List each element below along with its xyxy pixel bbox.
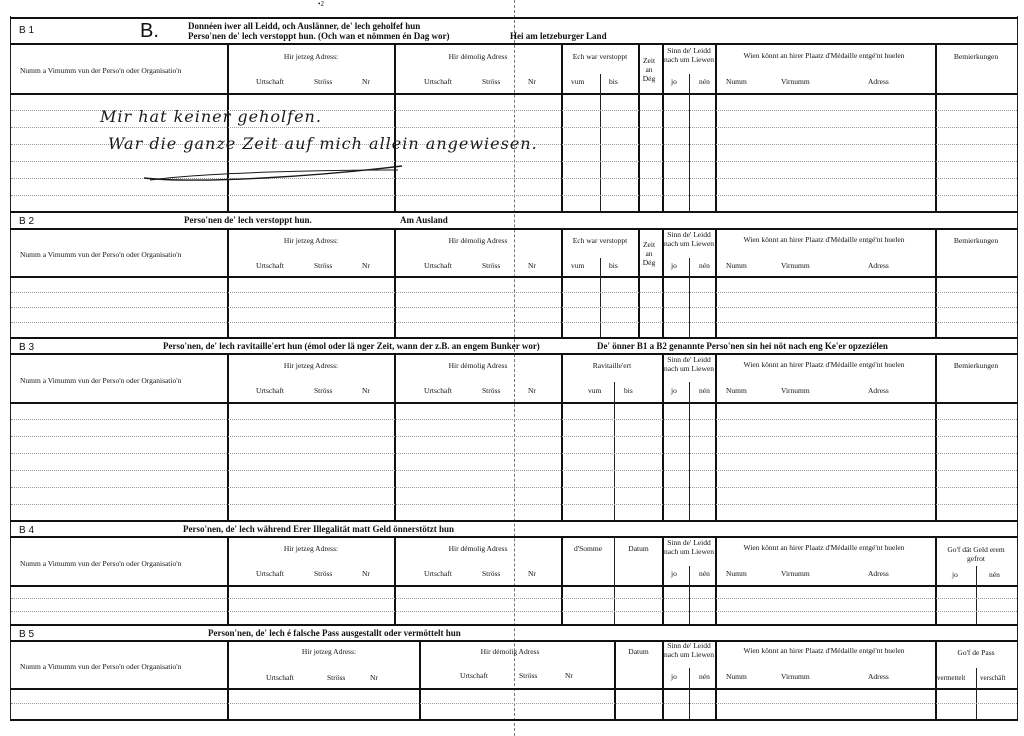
b1-col-alive: Sinn de' Leidd nach um Liewen bbox=[664, 46, 714, 64]
b1-bottom-rule bbox=[10, 211, 1018, 213]
b2-rule-dotted bbox=[11, 292, 1017, 293]
b3-header-rule bbox=[10, 353, 1018, 355]
b1-col-number: Nr bbox=[362, 77, 370, 86]
b3-vline bbox=[227, 354, 229, 520]
b3-rule-dotted bbox=[11, 487, 1017, 488]
b1-handwritten-flourish bbox=[140, 160, 410, 186]
b3-col-street: Ströss bbox=[314, 386, 333, 395]
b4-col-medal-address: Adress bbox=[868, 569, 889, 578]
b1-body-rule bbox=[10, 93, 1018, 95]
b1-col-medal-name: Numm bbox=[726, 77, 747, 86]
b3-col-street2: Ströss bbox=[482, 386, 501, 395]
b1-title-line1: Donnéen iwer all Leidd, och Auslänner, de' lech geholfef hun bbox=[188, 21, 421, 31]
b3-vline bbox=[394, 354, 396, 520]
b3-col-no: nén bbox=[699, 386, 710, 395]
form-right-border bbox=[1017, 16, 1018, 720]
b3-bottom-rule bbox=[10, 520, 1018, 522]
b2-col-number: Nr bbox=[362, 261, 370, 270]
b1-col-place: Urtschaft bbox=[256, 77, 284, 86]
form-left-border bbox=[10, 16, 11, 720]
b1-col-medal-address: Adress bbox=[868, 77, 889, 86]
form-letter: B. bbox=[140, 20, 159, 42]
b3-col-number2: Nr bbox=[528, 386, 536, 395]
b2-vline bbox=[715, 229, 717, 337]
b2-vline bbox=[394, 229, 396, 337]
b1-handwritten-line1: Mir hat keiner geholfen. bbox=[100, 107, 322, 126]
b4-header-rule bbox=[10, 536, 1018, 538]
b4-code: B 4 bbox=[19, 525, 35, 536]
b4-col-returned-yes: jo bbox=[952, 570, 958, 579]
b5-col-pass: Go'f de Pass bbox=[957, 648, 995, 657]
b2-col-medal-name: Numm bbox=[726, 261, 747, 270]
b2-col-place2: Urtschaft bbox=[424, 261, 452, 270]
b3-col-alive: Sinn de' Leidd nach um Liewen bbox=[664, 355, 714, 373]
b5-col-medal-name: Numm bbox=[726, 672, 747, 681]
b5-vline bbox=[976, 668, 977, 719]
b2-bottom-rule bbox=[10, 337, 1018, 339]
b3-vline bbox=[561, 354, 563, 520]
b3-rule-dotted bbox=[11, 419, 1017, 420]
b2-vline bbox=[600, 258, 601, 337]
b2-col-no: nén bbox=[699, 261, 710, 270]
b3-col-yes: jo bbox=[671, 386, 677, 395]
b2-vline bbox=[935, 229, 937, 337]
b2-header-rule bbox=[10, 228, 1018, 230]
b2-col-yes: jo bbox=[671, 261, 677, 270]
b3-col-medal-name: Numm bbox=[726, 386, 747, 395]
b2-col-street: Ströss bbox=[314, 261, 333, 270]
b5-col-procured: verschäft bbox=[980, 674, 1006, 682]
b3-rule-dotted bbox=[11, 436, 1017, 437]
b5-col-yes: jo bbox=[671, 672, 677, 681]
b3-vline bbox=[715, 354, 717, 520]
b2-col-current-address: Hir jetzeg Adress: bbox=[283, 236, 339, 245]
b1-col-name: Numm a Vimumm vun der Perso'n oder Organisatio'n bbox=[20, 66, 182, 75]
b5-vline bbox=[715, 641, 717, 719]
b4-rule-dotted bbox=[11, 598, 1017, 599]
b1-rule-dotted bbox=[11, 127, 1017, 128]
b3-vline bbox=[935, 354, 937, 520]
b5-body-rule bbox=[10, 688, 1018, 690]
b3-vline bbox=[689, 382, 690, 520]
b2-code: B 2 bbox=[19, 216, 35, 227]
b5-col-former-address: Hir démolig Adress bbox=[480, 647, 540, 656]
b4-title: Perso'nen, de' lech während Erer Illegalität matt Geld önnerstötzt hun bbox=[183, 524, 454, 534]
b5-bottom-rule bbox=[10, 719, 1018, 721]
b1-vline bbox=[600, 74, 601, 211]
b1-col-medal: Wien könnt an hirer Plaatz d'Médaille entgé'nt huelen bbox=[743, 51, 905, 60]
b1-rule-dotted bbox=[11, 195, 1017, 196]
b1-col-days: Zeit an Dég bbox=[642, 56, 656, 83]
b4-col-returned: Go'f dät Geld erem gefrot bbox=[947, 545, 1005, 563]
b4-col-former-address: Hir démolig Adress bbox=[448, 544, 508, 553]
top-mark: •2 bbox=[318, 0, 324, 8]
b2-col-street2: Ströss bbox=[482, 261, 501, 270]
b1-col-to: bis bbox=[609, 77, 618, 86]
b2-col-days: Zeit an Dég bbox=[642, 240, 656, 267]
b2-col-medal-address: Adress bbox=[868, 261, 889, 270]
b5-rule-dotted bbox=[11, 703, 1017, 704]
b2-col-hidden: Ech war verstoppt bbox=[572, 236, 628, 245]
b1-col-medal-firstname: Virnumm bbox=[781, 77, 810, 86]
b4-col-street2: Ströss bbox=[482, 569, 501, 578]
b1-col-hidden: Ech war verstoppt bbox=[572, 52, 628, 61]
b5-col-place2: Urtschaft bbox=[460, 671, 488, 680]
b5-header-rule bbox=[10, 640, 1018, 642]
b3-col-place: Urtschaft bbox=[256, 386, 284, 395]
b2-col-former-address: Hir démolig Adress bbox=[448, 236, 508, 245]
b2-vline bbox=[227, 229, 229, 337]
b5-col-name: Numm a Vimumm vun der Perso'n oder Organisatio'n bbox=[20, 662, 182, 671]
b2-col-to: bis bbox=[609, 261, 618, 270]
b5-col-number: Nr bbox=[370, 673, 378, 682]
b1-col-street: Ströss bbox=[314, 77, 333, 86]
b2-rule-dotted bbox=[11, 322, 1017, 323]
b5-col-medal-address: Adress bbox=[868, 672, 889, 681]
b4-col-date: Datum bbox=[628, 544, 649, 553]
b2-vline bbox=[689, 258, 690, 337]
b3-rule-dotted bbox=[11, 453, 1017, 454]
b4-col-returned-no: nén bbox=[989, 570, 1000, 579]
b5-col-current-address: Hir jetzeg Adress: bbox=[301, 647, 357, 656]
b5-code: B 5 bbox=[19, 629, 35, 640]
b3-col-place2: Urtschaft bbox=[424, 386, 452, 395]
b5-col-alive: Sinn de' Leidd nach um Liewen bbox=[664, 641, 714, 659]
b1-col-street2: Ströss bbox=[482, 77, 501, 86]
b4-col-yes: jo bbox=[671, 569, 677, 578]
b4-col-medal-firstname: Virnumm bbox=[781, 569, 810, 578]
b4-col-medal: Wien könnt an hirer Plaatz d'Médaille entgé'nt huelen bbox=[743, 543, 905, 552]
b4-col-name: Numm a Vimumm vun der Perso'n oder Organisatio'n bbox=[20, 559, 182, 568]
b5-vline bbox=[935, 641, 937, 719]
b1-header-rule bbox=[10, 43, 1018, 45]
b2-vline bbox=[561, 229, 563, 337]
b4-bottom-rule bbox=[10, 624, 1018, 626]
b4-col-street: Ströss bbox=[314, 569, 333, 578]
b5-col-street2: Ströss bbox=[519, 671, 538, 680]
b5-col-issued: vermettelt bbox=[937, 674, 966, 682]
b1-title-location: Hei am letzeburger Land bbox=[510, 31, 607, 41]
b4-col-sum: d'Somme bbox=[573, 544, 603, 553]
b2-col-medal: Wien könnt an hirer Plaatz d'Médaille entgé'nt huelen bbox=[743, 235, 905, 244]
b3-rule-dotted bbox=[11, 504, 1017, 505]
b2-title: Perso'nen de' lech verstoppt hun. bbox=[184, 215, 312, 225]
b3-col-medal-firstname: Virnumm bbox=[781, 386, 810, 395]
b2-vline bbox=[638, 229, 640, 337]
b5-title: Person'nen, de' lech é falsche Pass ausgestallt oder vermöttelt hun bbox=[208, 628, 461, 638]
b3-vline bbox=[614, 382, 615, 520]
b1-col-current-address: Hir jetzeg Adress: bbox=[283, 52, 339, 61]
b2-rule-dotted bbox=[11, 307, 1017, 308]
b3-code: B 3 bbox=[19, 342, 35, 353]
b3-title: Perso'nen, de' lech ravitaille'ert hun (émol oder lä nger Zeit, wann der z.B. an engem Bunker wor) bbox=[163, 341, 540, 351]
b1-col-yes: jo bbox=[671, 77, 677, 86]
b1-vline bbox=[689, 74, 690, 211]
b3-note: De' önner B1 a B2 genannte Perso'nen sin hei nöt nach eng Ke'er opzeziélen bbox=[597, 341, 888, 351]
b1-col-no: nén bbox=[699, 77, 710, 86]
b5-vline bbox=[689, 668, 690, 719]
b4-col-no: nén bbox=[699, 569, 710, 578]
b4-body-rule bbox=[10, 585, 1018, 587]
b4-col-number: Nr bbox=[362, 569, 370, 578]
b2-col-number2: Nr bbox=[528, 261, 536, 270]
b5-vline bbox=[227, 641, 229, 719]
b2-title-location: Am Ausland bbox=[400, 215, 448, 225]
b2-col-remarks: Bemierkungen bbox=[953, 236, 999, 245]
b2-col-alive: Sinn de' Leidd nach um Liewen bbox=[664, 230, 714, 248]
b3-col-from: vum bbox=[588, 386, 602, 395]
b3-vline bbox=[662, 354, 664, 520]
b5-col-no: nén bbox=[699, 672, 710, 681]
b5-col-number2: Nr bbox=[565, 671, 573, 680]
b4-col-medal-name: Numm bbox=[726, 569, 747, 578]
b4-col-number2: Nr bbox=[528, 569, 536, 578]
b3-col-name: Numm a Vimumm vun der Perso'n oder Organisatio'n bbox=[20, 376, 182, 385]
b1-col-number2: Nr bbox=[528, 77, 536, 86]
b1-title-line2: Perso'nen de' lech verstoppt hun. (Och wan et nömmen én Dag wor) bbox=[188, 31, 450, 41]
b1-col-place2: Urtschaft bbox=[424, 77, 452, 86]
b3-col-period: Ravitaille'ert bbox=[592, 361, 632, 370]
b2-col-place: Urtschaft bbox=[256, 261, 284, 270]
b4-col-place: Urtschaft bbox=[256, 569, 284, 578]
b2-col-from: vum bbox=[571, 261, 585, 270]
b4-col-current-address: Hir jetzeg Adress: bbox=[283, 544, 339, 553]
b2-vline bbox=[662, 229, 664, 337]
b5-col-date: Datum bbox=[628, 647, 649, 656]
b3-col-current-address: Hir jetzeg Adress: bbox=[283, 361, 339, 370]
b2-col-medal-firstname: Virnumm bbox=[781, 261, 810, 270]
b3-col-former-address: Hir démolig Adress bbox=[448, 361, 508, 370]
b5-col-street: Ströss bbox=[327, 673, 346, 682]
b4-rule-dotted bbox=[11, 611, 1017, 612]
b1-top-rule bbox=[10, 17, 1018, 19]
b1-col-former-address: Hir démolig Adress bbox=[448, 52, 508, 61]
b3-col-medal-address: Adress bbox=[868, 386, 889, 395]
b1-col-from: vum bbox=[571, 77, 585, 86]
b3-col-medal: Wien könnt an hirer Plaatz d'Médaille entgé'nt huelen bbox=[743, 360, 905, 369]
b3-col-to: bis bbox=[624, 386, 633, 395]
b3-col-number: Nr bbox=[362, 386, 370, 395]
b1-col-remarks: Bemierkungen bbox=[953, 52, 999, 61]
b5-vline bbox=[614, 641, 616, 719]
b1-handwritten-line2: War die ganze Zeit auf mich allein angewiesen. bbox=[108, 134, 538, 153]
b2-body-rule bbox=[10, 276, 1018, 278]
b3-col-remarks: Bemierkungen bbox=[953, 361, 999, 370]
b5-col-medal-firstname: Virnumm bbox=[781, 672, 810, 681]
b1-code: B 1 bbox=[19, 25, 35, 36]
b5-vline bbox=[662, 641, 664, 719]
b2-col-name: Numm a Vimumm vun der Perso'n oder Organisatio'n bbox=[20, 250, 182, 259]
b5-col-medal: Wien könnt an hirer Plaatz d'Médaille entgé'nt huelen bbox=[743, 646, 905, 655]
b4-col-place2: Urtschaft bbox=[424, 569, 452, 578]
b3-rule-dotted bbox=[11, 470, 1017, 471]
b5-vline bbox=[419, 641, 421, 719]
b4-vline bbox=[689, 566, 690, 624]
b4-vline bbox=[976, 566, 977, 624]
b4-col-alive: Sinn de' Leidd nach um Liewen bbox=[664, 538, 714, 556]
b3-body-rule bbox=[10, 402, 1018, 404]
b5-col-place: Urtschaft bbox=[266, 673, 294, 682]
